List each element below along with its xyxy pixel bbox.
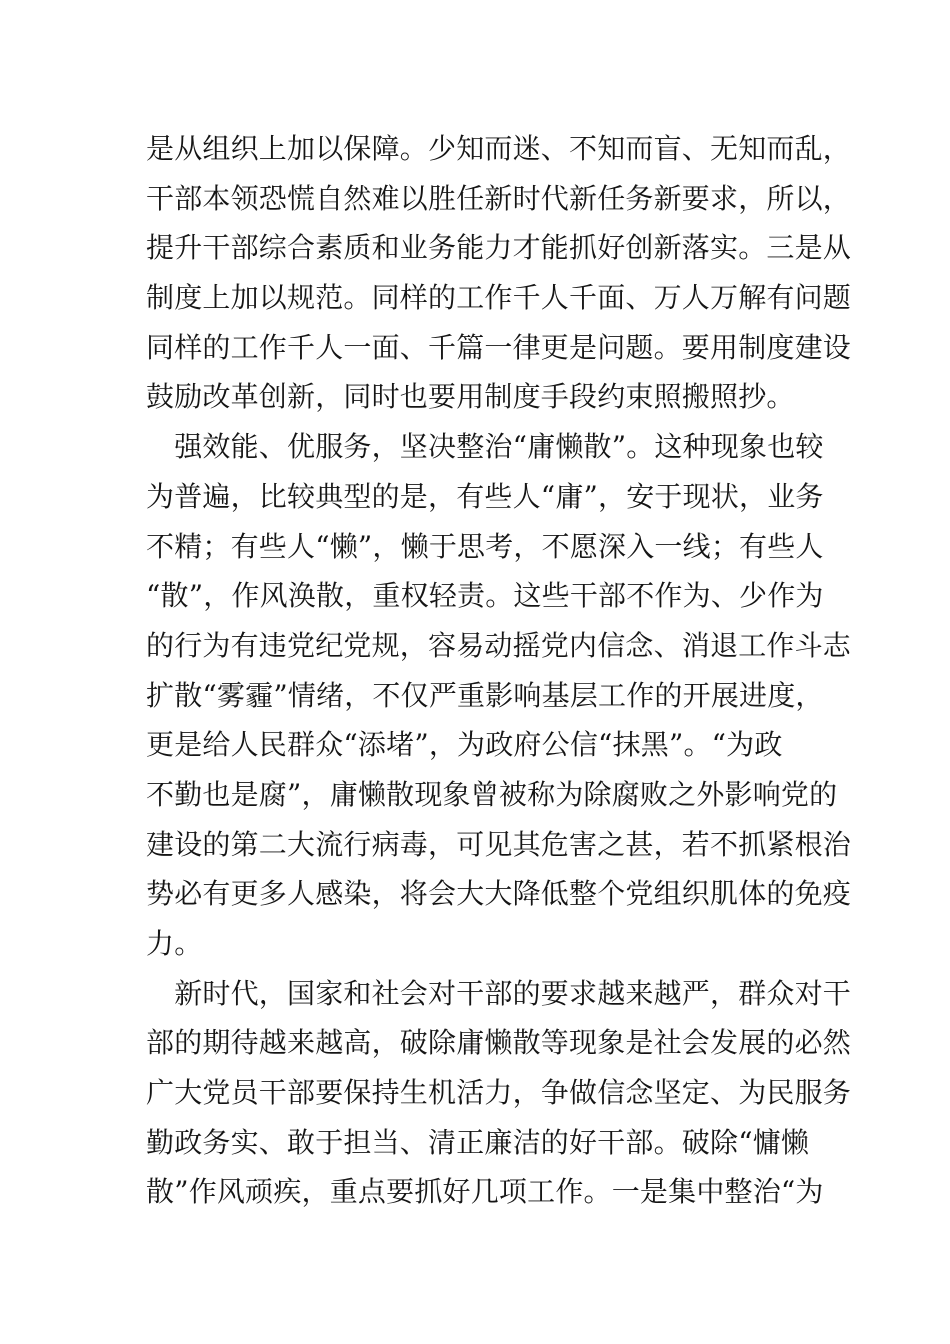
text-line: 建设的第二大流行病毒，可见其危害之甚，若不抓紧根治	[146, 827, 852, 861]
text-line: 新时代，国家和社会对干部的要求越来越严，群众对干	[146, 976, 852, 1010]
text-line: 干部本领恐慌自然难以胜任新时代新任务新要求，所以，	[146, 181, 852, 215]
text-line: 提升干部综合素质和业务能力才能抓好创新落实。三是从	[146, 231, 852, 265]
text-line: 鼓励改革创新，同时也要用制度手段约束照搬照抄。	[146, 380, 795, 414]
text-line: 散”作风顽疾，重点要抓好几项工作。一是集中整治“为	[146, 1175, 824, 1209]
text-line: 扩散“雾霾”情绪，不仅严重影响基层工作的开展进度，	[146, 678, 824, 712]
text-line: 广大党员干部要保持生机活力，争做信念坚定、为民服务	[146, 1076, 852, 1110]
text-line: 为普遍，比较典型的是，有些人“庸”，安于现状，业务	[146, 479, 824, 513]
text-line: 勤政务实、敢于担当、清正廉洁的好干部。破除“慵懒	[146, 1125, 810, 1159]
text-line: 不勤也是腐”，庸懒散现象曾被称为除腐败之外影响党的	[146, 777, 838, 811]
body-text	[146, 124, 852, 1217]
text-line: 部的期待越来越高，破除庸懒散等现象是社会发展的必然	[146, 1026, 852, 1060]
text-line: 同样的工作千人一面、千篇一律更是问题。要用制度建设	[146, 330, 852, 364]
text-line: 是从组织上加以保障。少知而迷、不知而盲、无知而乱，	[146, 132, 852, 165]
text-line: “散”，作风涣散，重权轻责。这些干部不作为、少作为	[146, 579, 824, 613]
text-line: 强效能、优服务，坚决整治“庸懒散”。这种现象也较	[146, 430, 824, 464]
text-line: 不精；有些人“懒”，懒于思考，不愿深入一线；有些人	[146, 529, 824, 563]
text-line: 更是给人民群众“添堵”，为政府公信“抹黑”。“为政	[146, 728, 783, 762]
text-line: 的行为有违党纪党规，容易动摇党内信念、消退工作斗志	[146, 628, 852, 662]
text-line: 势必有更多人感染，将会大大降低整个党组织肌体的免疫	[146, 877, 852, 911]
text-line: 力。	[146, 927, 203, 960]
text-line: 制度上加以规范。同样的工作千人千面、万人万解有问题	[146, 281, 852, 315]
